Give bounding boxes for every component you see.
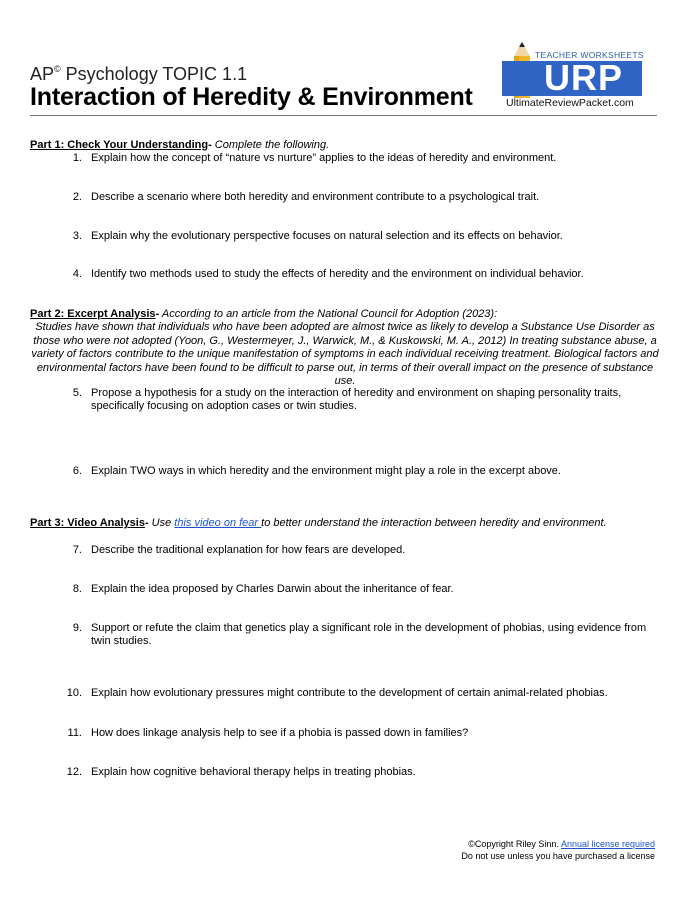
question-text: Explain how the concept of “nature vs nurture” applies to the ideas of heredity and environment. [91, 152, 557, 164]
question-number: 4. [72, 268, 82, 280]
logo-top-text: TEACHER WORKSHEETS [535, 50, 644, 60]
footer [461, 838, 655, 862]
urp-logo [502, 40, 644, 112]
part1-dash: - [208, 139, 212, 151]
copyright-text: ©Copyright Riley Sinn. [468, 839, 561, 849]
logo-site-text: UltimateReviewPacket.com [506, 97, 634, 109]
question-number: 3. [72, 230, 82, 242]
copyright-mark: © [54, 64, 61, 74]
question-text: Describe the traditional explanation for how fears are developed. [91, 544, 406, 556]
question-9 [52, 622, 652, 648]
subtitle-prefix: AP [30, 64, 55, 84]
question-text: Explain how cognitive behavioral therapy helps in treating phobias. [91, 766, 416, 778]
question-text: Explain why the evolutionary perspective focuses on natural selection and its effects on behavior. [91, 230, 563, 242]
question-number: 9. [72, 622, 82, 634]
question-number: 5. [72, 387, 82, 399]
question-number: 2. [72, 191, 82, 203]
question-4 [52, 268, 652, 281]
question-text: How does linkage analysis help to see if a phobia is passed down in families? [91, 727, 469, 739]
question-12 [52, 766, 652, 779]
subtitle-text: Psychology TOPIC 1.1 [60, 64, 248, 84]
part1-title: Part 1: Check Your Understanding [30, 139, 209, 151]
question-3 [52, 230, 652, 243]
question-number: 8. [72, 583, 82, 595]
question-number: 11. [67, 727, 82, 739]
question-5 [52, 387, 652, 413]
question-text: Support or refute the claim that genetics play a significant role in the development of phobias, using evidence from twin studies. [91, 622, 647, 647]
part2-heading [30, 308, 660, 321]
logo-main-text: URP [544, 57, 624, 98]
question-number: 6. [72, 465, 82, 477]
question-8 [52, 583, 652, 596]
copyright-line [461, 838, 655, 850]
question-text: Explain the idea proposed by Charles Darwin about the inheritance of fear. [91, 583, 454, 595]
part2-title: Part 2: Excerpt Analysis [30, 308, 156, 320]
part3-title: Part 3: Video Analysis [30, 517, 145, 529]
part3-instruction-pre: Use [148, 517, 175, 529]
part2-dash: - [155, 308, 160, 320]
question-text: Explain how evolutionary pressures might contribute to the development of certain animal-related phobias. [91, 687, 608, 699]
question-text: Explain TWO ways in which heredity and the environment might play a role in the excerpt above. [91, 465, 561, 477]
part3-dash: - [144, 517, 149, 529]
part2-instruction: According to an article from the National Council for Adoption (2023): [159, 308, 498, 320]
license-notice: Do not use unless you have purchased a license [461, 851, 655, 861]
question-7 [52, 544, 652, 557]
page-subtitle [30, 58, 247, 85]
question-text: Identify two methods used to study the effects of heredity and the environment on individual behavior. [91, 268, 584, 280]
part1-heading [30, 139, 660, 152]
question-text: Propose a hypothesis for a study on the interaction of heredity and environment on shaping personality traits, specifically focusing on adoption cases or twin studies. [91, 387, 622, 412]
question-6 [52, 465, 652, 478]
question-10 [52, 687, 652, 700]
part3-heading [30, 517, 660, 530]
video-link[interactable]: this video on fear [174, 517, 262, 529]
excerpt-text: Studies have shown that individuals who have been adopted are almost twice as likely to develop a Substance Use Disorder as those who were not adopted (Yoon, G., Westermeyer, J., Warwick, M., & Kuskowski, M. A., 2012) In treating substance abuse, a variety of factors contribute to the unique manifestation of symptoms in each individual receiving treatment. Biological factors and environmental factors have been found to be difficult to parse out, in terms of their overall impact on the presence of substance use. [31, 321, 659, 387]
part1-instruction: Complete the following. [211, 139, 330, 151]
question-number: 10. [66, 687, 82, 699]
question-number: 12. [66, 766, 82, 778]
question-2 [52, 191, 652, 204]
question-number: 7. [72, 544, 82, 556]
page-title: Interaction of Heredity & Environment [30, 83, 473, 111]
question-text: Describe a scenario where both heredity and environment contribute to a psychological trait. [91, 191, 540, 203]
part3-instruction-post: to better understand the interaction between heredity and environment. [261, 517, 607, 529]
question-number: 1. [72, 152, 82, 164]
question-1 [52, 152, 652, 165]
license-link[interactable]: Annual license required [560, 839, 655, 849]
question-11 [52, 727, 652, 740]
header-divider [30, 115, 657, 116]
